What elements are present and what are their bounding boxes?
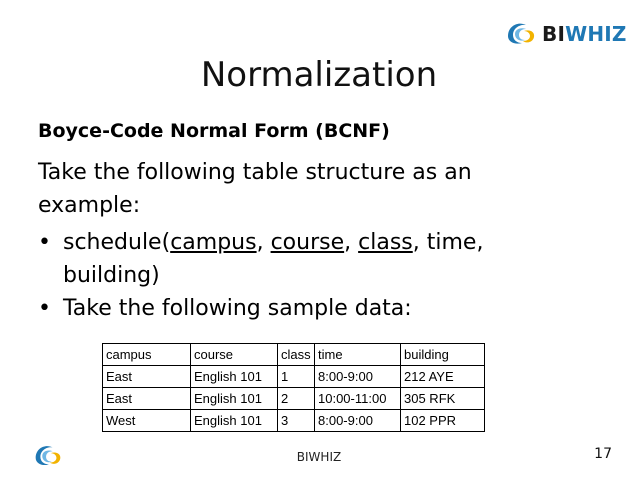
bullet-sample-data: [38, 292, 518, 325]
table-cell: 212 AYE: [401, 366, 485, 388]
bullet-schedule: [38, 226, 518, 292]
table-row: [103, 388, 485, 410]
header-cell: campus: [103, 344, 191, 366]
key-course: course: [270, 230, 345, 255]
page-number: 17: [594, 446, 612, 462]
table-header-row: [103, 344, 485, 366]
biwhiz-logo-icon: [502, 18, 538, 48]
bullet-glyph: •: [38, 230, 51, 255]
table-row: [103, 366, 485, 388]
bullet-glyph: •: [38, 296, 51, 321]
separator-2: ,: [344, 230, 359, 255]
intro-text: Take the following table structure as an example:: [38, 160, 472, 218]
table-cell: English 101: [191, 410, 278, 432]
table-cell: 8:00-9:00: [315, 410, 401, 432]
table-row: [103, 410, 485, 432]
slide-title: Normalization: [200, 55, 438, 95]
sample-data-table: [102, 343, 485, 432]
separator-1: ,: [256, 230, 271, 255]
header-cell: time: [315, 344, 401, 366]
bullet-list: [38, 226, 518, 325]
key-class: class: [358, 230, 413, 255]
table-cell: English 101: [191, 366, 278, 388]
brand-name: [542, 22, 627, 46]
table-cell: 2: [278, 388, 315, 410]
table-cell: East: [103, 388, 191, 410]
header-cell: building: [401, 344, 485, 366]
table-cell: East: [103, 366, 191, 388]
brand-part-1: BI: [542, 22, 566, 46]
header-cell: course: [191, 344, 278, 366]
table-cell: West: [103, 410, 191, 432]
header-logo: [502, 14, 627, 52]
schedule-rest: , time, building): [63, 230, 484, 288]
sample-data-text: Take the following sample data:: [63, 296, 412, 321]
table-cell: 10:00-11:00: [315, 388, 401, 410]
table-cell: English 101: [191, 388, 278, 410]
key-campus: campus: [170, 230, 257, 255]
table-cell: 3: [278, 410, 315, 432]
footer-brand: BIWHIZ: [296, 450, 342, 464]
table-cell: 102 PPR: [401, 410, 485, 432]
table-cell: 305 RFK: [401, 388, 485, 410]
slide-subtitle: Boyce-Code Normal Form (BCNF): [38, 120, 390, 142]
brand-part-2: WHIZ: [565, 22, 627, 46]
schedule-prefix: schedule(: [63, 230, 171, 255]
table-cell: 1: [278, 366, 315, 388]
table-cell: 8:00-9:00: [315, 366, 401, 388]
header-cell: class: [278, 344, 315, 366]
